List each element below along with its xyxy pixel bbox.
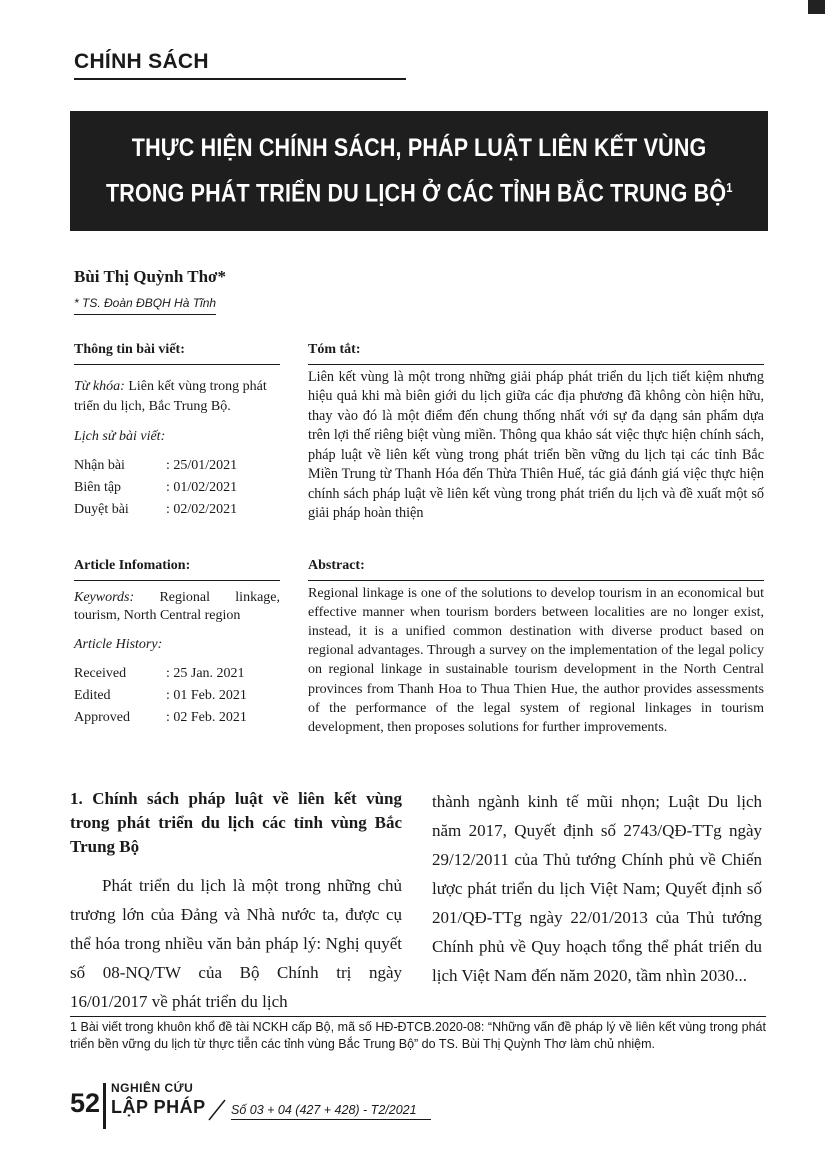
info-vi-history-label: Lịch sử bài viết: — [74, 429, 166, 444]
abstract-vi-text: Liên kết vùng là một trong những giải pháp phát triển du lịch tiết kiệm nhưng hiệu quả khi mà biên giới du lịch giữa các địa phương đã không còn hiện hữu, thay vào đó là một điểm đến chung thống nhất với sự đa dạng sản phẩm dựa trên lợi thế riêng biệt vùng miền. Thông qua khảo sát việc thực hiện chính sách, pháp luật về liên kết vùng trong phát triển bền vững du lịch tại các tỉnh Bắc Miền Trung từ Thanh Hóa đến Thừa Thiên Huế, tác giả đánh giá việc thực hiện chính sách pháp luật về liên kết vùng trong phát triển du lịch và đề xuất một số giải pháp hoàn thiện — [308, 368, 764, 521]
article-info-en — [74, 556, 280, 729]
info-vi-keywords — [74, 377, 280, 417]
history-value: : 02/02/2021 — [166, 502, 238, 517]
title-line-1: THỰC HIỆN CHÍNH SÁCH, PHÁP LUẬT LIÊN KẾT VÙNG — [131, 134, 707, 163]
title-line-2 — [106, 168, 733, 213]
info-en-heading: Article Infomation: — [74, 558, 191, 573]
journal-name-line2: LẬP PHÁP — [111, 1097, 206, 1117]
info-en-keywords-label: Keywords: — [74, 590, 135, 605]
body-left-column — [70, 787, 402, 1016]
history-row — [74, 455, 280, 477]
section-label: CHÍNH SÁCH — [74, 50, 209, 73]
history-value: : 25/01/2021 — [166, 458, 238, 473]
info-vi-rule — [74, 364, 280, 365]
body-paragraph-left: Phát triển du lịch là một trong những chủ trương lớn của Đảng và Nhà nước ta, được cụ thể hóa trong nhiều văn bản pháp lý: Nghị quyết số 08-NQ/TW của Bộ Chính trị ngày 16/01/2017 về phát triển du lịch — [70, 876, 402, 1011]
section-rule — [74, 78, 406, 80]
section-heading: 1. Chính sách pháp luật về liên kết vùng trong phát triển du lịch các tỉnh vùng Bắc Trung Bộ — [70, 789, 402, 856]
info-en-keywords — [74, 589, 280, 625]
journal-name-line1: NGHIÊN CỨU — [111, 1081, 194, 1095]
info-en-keywords-text: Regional linkage, tourism, North Central region — [74, 590, 280, 623]
abstract-en — [308, 556, 764, 737]
history-label: Received — [74, 666, 127, 681]
author-affiliation: * TS. Đoàn ĐBQH Hà Tĩnh — [74, 296, 217, 310]
title-banner — [70, 111, 768, 231]
history-row — [74, 663, 280, 685]
abstract-en-rule — [308, 580, 764, 581]
info-vi-keywords-text: Liên kết vùng trong phát triển du lịch, Bắc Trung Bộ. — [74, 379, 267, 414]
history-value: : 01/02/2021 — [166, 480, 238, 495]
footnote-rule — [70, 1016, 766, 1017]
issue-info: Số 03 + 04 (427 + 428) - T2/2021 — [231, 1103, 417, 1117]
abstract-vi — [308, 340, 764, 524]
journal-slash-icon — [207, 1098, 227, 1122]
info-en-rule — [74, 580, 280, 581]
history-row — [74, 477, 280, 499]
history-row — [74, 707, 280, 729]
issue-rule — [231, 1119, 431, 1120]
title-line-2-text: TRONG PHÁT TRIỂN DU LỊCH Ở CÁC TỈNH BẮC TRUNG BỘ — [105, 179, 726, 208]
abstract-en-heading: Abstract: — [308, 558, 365, 573]
footer-divider — [103, 1083, 106, 1129]
info-vi-history — [74, 455, 280, 521]
history-label: Approved — [74, 710, 130, 725]
info-en-history-label: Article History: — [74, 637, 163, 652]
history-value: : 02 Feb. 2021 — [166, 710, 247, 725]
info-vi-heading: Thông tin bài viết: — [74, 342, 185, 357]
affiliation-rule — [74, 314, 216, 315]
abstract-vi-rule — [308, 364, 764, 365]
history-label: Edited — [74, 688, 111, 703]
footnote: 1 Bài viết trong khuôn khổ đề tài NCKH cấp Bộ, mã số HĐ-ĐTCB.2020-08: “Những vấn đề pháp lý về liên kết vùng trong phát triển bền vững du lịch từ thực tiễn các tỉnh vùng Bắc Trung Bộ” do TS. Bùi Thị Quỳnh Thơ làm chủ nhiệm. — [70, 1020, 766, 1051]
abstract-vi-heading: Tóm tắt: — [308, 342, 361, 357]
corner-registration-mark — [808, 0, 825, 14]
info-vi-keywords-label: Từ khóa: — [74, 379, 125, 394]
history-row — [74, 685, 280, 707]
author-name: Bùi Thị Quỳnh Thơ* — [74, 267, 226, 286]
page-number: 52 — [70, 1088, 101, 1118]
history-value: : 01 Feb. 2021 — [166, 688, 247, 703]
article-info-vi — [74, 340, 280, 521]
history-row — [74, 499, 280, 521]
title-footnote-mark: 1 — [725, 180, 733, 196]
body-paragraph-right: thành ngành kinh tế mũi nhọn; Luật Du lịch năm 2017, Quyết định số 2743/QĐ-TTg ngày 29/12/2011 của Thủ tướng Chính phủ về Chiến lược phát triển du lịch Việt Nam; Quyết định số 201/QĐ-TTg ngày 22/01/2013 của Thủ tướng Chính phủ về Quy hoạch tổng thể phát triển du lịch Việt Nam đến năm 2020, tầm nhìn 2030... — [432, 792, 762, 985]
abstract-en-text: Regional linkage is one of the solutions to develop tourism in an economical but effective manner when tourism borders between localities are no longer exist, instead, it is a unified common destination with diverse product based on regional advantages. Through a survey on the implementation of the legal policy on regional linkage in sustainable tourism development in the North Central provinces from Thanh Hoa to Thua Thien Hue, the author provides assessments of the performance of the legal system of regional linkages in tourism development, then proposes solutions for further improvements. — [308, 585, 764, 735]
history-label: Biên tập — [74, 480, 122, 495]
history-label: Nhận bài — [74, 458, 125, 473]
history-value: : 25 Jan. 2021 — [166, 666, 245, 681]
history-label: Duyệt bài — [74, 502, 129, 517]
info-en-history — [74, 663, 280, 729]
